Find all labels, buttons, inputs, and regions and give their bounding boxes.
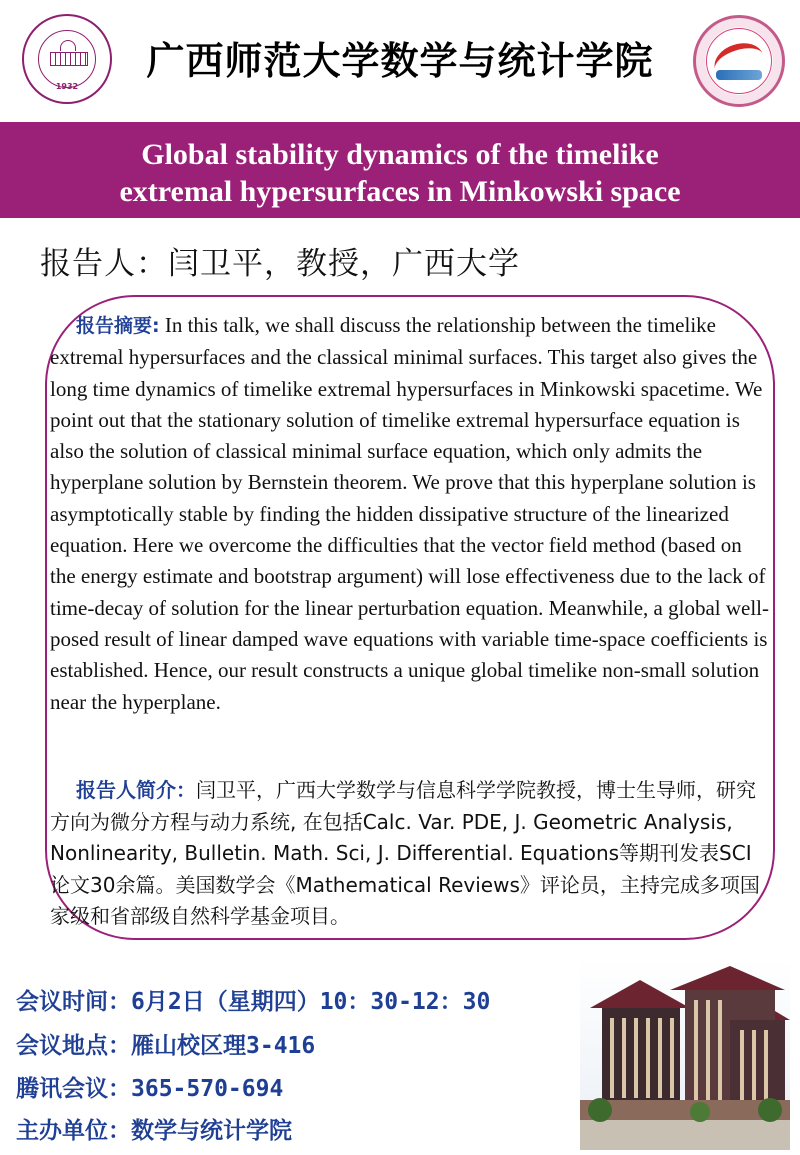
talk-title <box>20 136 780 210</box>
abstract-body: In this talk, we shall discuss the relationship between the timelike extremal hypersurfaces and the classical minimal surfaces. This target also gives the long time dynamics of timelike extremal hypersurfaces in Minkowski spacetime. We point out that the stationary solution of timelike extremal hypersurface equation is also the solution of classical minimal surface equation, which only admits the hyperplane solution by Bernstein theorem. We prove that this hyperplane solution is asymptotically stable by finding the hidden dissipative structure of the linearized equation. Here we overcome the difficulties that the vector field method (based on the energy estimate and bootstrap argument) will lose effectiveness due to the lack of time-decay of solution for the linear perturbation equation. Meanwhile, a global well-posed result of linear damped wave equations with variable time-space coefficients is established. Hence, our result constructs a unique global timelike non-small solution near the hyperplane. <box>50 313 770 714</box>
talk-title-line-1: Global stability dynamics of the timelike <box>141 138 659 171</box>
abstract-label: 报告摘要: <box>76 315 160 337</box>
meeting-place: 会议地点：雁山校区理3-416 <box>16 1033 316 1059</box>
bio-body: 闫卫平，广西大学数学与信息科学学院教授，博士生导师，研究方向为微分方程与动力系统, 在包括Calc. Var. PDE, J. Geometric Analysis, Nonlinearity, Bulletin. Math. Sci, J. Differential. Equations等期刊发表SCI论文30余篇。美国数学会《Mathematical Reviews》评论员，主持完成多项国家级和省部级自然科学基金项目。 <box>50 778 760 928</box>
campus-building-icon <box>580 960 790 1150</box>
bio-paragraph <box>50 775 770 933</box>
host-organization: 主办单位：数学与统计学院 <box>16 1118 292 1144</box>
tencent-meeting-id: 腾讯会议：365-570-694 <box>16 1076 284 1102</box>
abstract-paragraph <box>50 310 772 718</box>
speaker-line: 报告人：闫卫平，教授，广西大学 <box>40 246 520 282</box>
talk-title-line-2: extremal hypersurfaces in Minkowski space <box>119 175 681 208</box>
college-emblem-icon <box>693 15 785 107</box>
bio-label: 报告人简介： <box>76 778 196 802</box>
university-seal-icon <box>22 14 112 104</box>
seal-year: 1932 <box>55 82 79 91</box>
college-title: 广西师范大学数学与统计学院 <box>146 39 654 83</box>
meeting-time: 会议时间：6月2日（星期四）10：30-12：30 <box>16 989 491 1015</box>
